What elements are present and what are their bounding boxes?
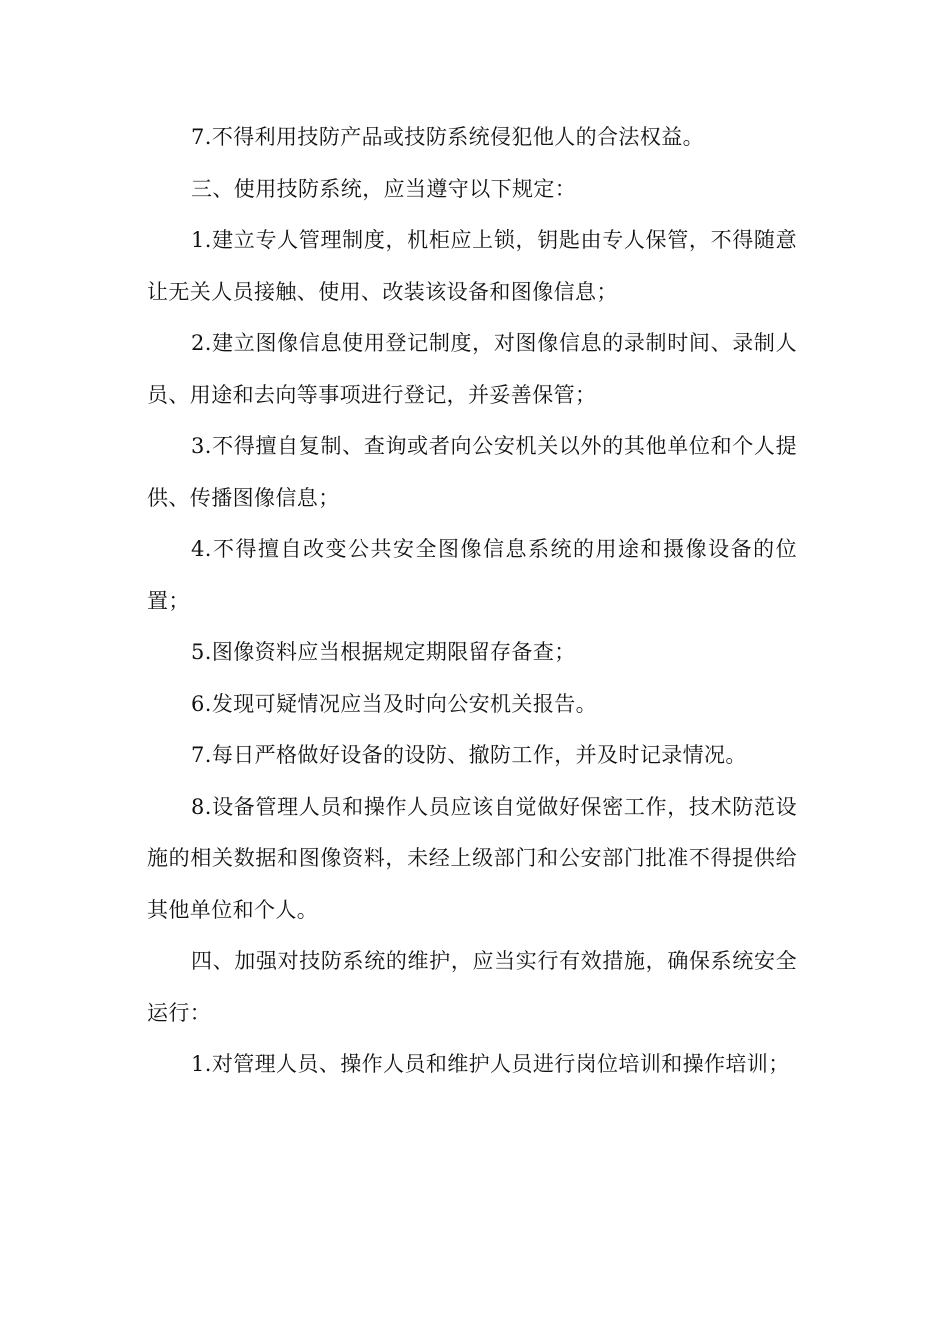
paragraph-item-2-registration: 2.建立图像信息使用登记制度，对图像信息的录制时间、录制人员、用途和去向等事项进行登记，并妥善保管； [147,331,797,407]
paragraph-item-4-no-change: 4.不得擅自改变公共安全图像信息系统的用途和摄像设备的位置； [147,537,797,613]
paragraph-item-7-daily: 7.每日严格做好设备的设防、撤防工作，并及时记录情况。 [191,743,747,767]
paragraph-rule-7-rights: 7.不得利用技防产品或技防系统侵犯他人的合法权益。 [191,125,705,149]
paragraph-item-1-management: 1.建立专人管理制度，机柜应上锁，钥匙由专人保管，不得随意让无关人员接触、使用、改装该设备和图像信息； [147,228,797,304]
section-heading-4: 四、加强对技防系统的维护，应当实行有效措施，确保系统安全运行： [147,949,797,1025]
paragraph-item-8-confidential: 8.设备管理人员和操作人员应该自觉做好保密工作，技术防范设施的相关数据和图像资料，未经上级部门和公安部门批准不得提供给其他单位和个人。 [147,794,797,922]
paragraph-item-5-retention: 5.图像资料应当根据规定期限留存备查； [191,640,576,664]
paragraph-item-6-report: 6.发现可疑情况应当及时向公安机关报告。 [191,691,598,716]
paragraph-item-3-no-copy: 3.不得擅自复制、查询或者向公安机关以外的其他单位和个人提供、传播图像信息； [147,434,797,510]
section-heading-3: 三、使用技防系统，应当遵守以下规定： [191,176,577,201]
document-body [147,112,797,1091]
paragraph-item-1-training: 1.对管理人员、操作人员和维护人员进行岗位培训和操作培训； [191,1052,790,1076]
